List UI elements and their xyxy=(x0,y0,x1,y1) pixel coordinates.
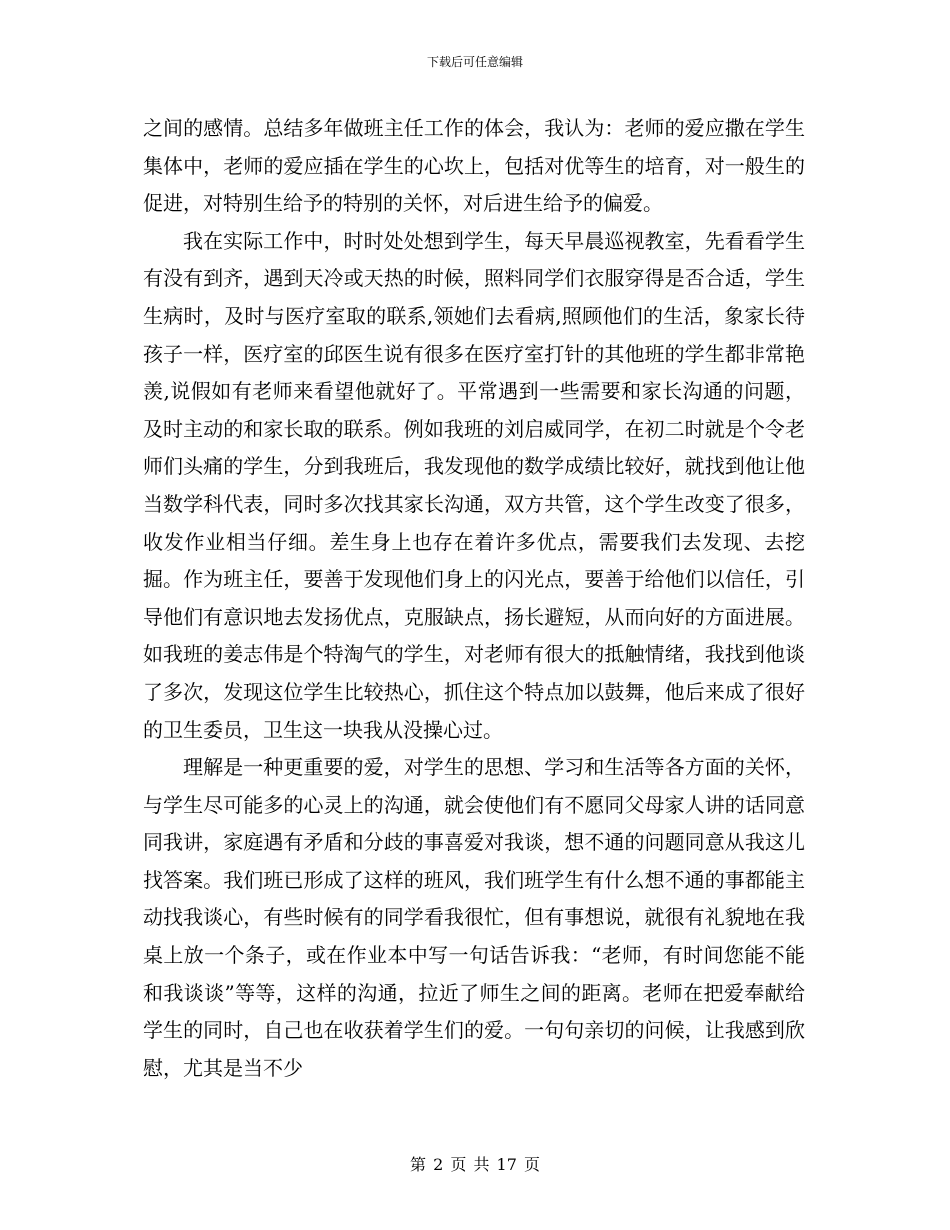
paragraph-2: 我在实际工作中，时时处处想到学生，每天早晨巡视教室，先看看学生有没有到齐，遇到天冷或天热的时候，照料同学们衣服穿得是否合适，学生生病时，及时与医疗室取的联系,领她们去看病,照顾他们的生活，象家长待孩子一样，医疗室的邱医生说有很多在医疗室打针的其他班的学生都非常艳羡,说假如有老师来看望他就好了。平常遇到一些需要和家长沟通的问题，及时主动的和家长取的联系。例如我班的刘启威同学，在初二时就是个令老师们头痛的学生，分到我班后，我发现他的数学成绩比较好，就找到他让他当数学科代表，同时多次找其家长沟通，双方共管，这个学生改变了很多，收发作业相当仔细。差生身上也存在着许多优点，需要我们去发现、去挖掘。作为班主任，要善于发现他们身上的闪光点，要善于给他们以信任，引导他们有意识地去发扬优点，克服缺点，扬长避短，从而向好的方面进展。如我班的姜志伟是个特淘气的学生，对老师有很大的抵触情绪，我找到他谈了多次，发现这位学生比较热心，抓住这个特点加以鼓舞，他后来成了很好的卫生委员，卫生这一块我从没操心过。 xyxy=(143,228,805,742)
document-body xyxy=(143,110,805,1087)
paragraph-3: 理解是一种更重要的爱，对学生的思想、学习和生活等各方面的关怀，与学生尽可能多的心灵上的沟通，就会使他们有不愿同父母家人讲的话同意同我讲，家庭遇有矛盾和分歧的事喜爱对我谈，想不通的问题同意从我这儿找答案。我们班已形成了这样的班风，我们班学生有什么想不通的事都能主动找我谈心，有些时候有的同学看我很忙，但有事想说，就很有礼貌地在我桌上放一个条子，或在作业本中写一句话告诉我：“老师，有时间您能不能和我谈谈”等等，这样的沟通，拉近了师生之间的距离。老师在把爱奉献给学生的同时，自己也在收获着学生们的爱。一句句亲切的问候，让我感到欣慰，尤其是当不少 xyxy=(143,755,805,1080)
page-header: 下载后可任意编辑 xyxy=(426,55,523,69)
paragraph-1: 之间的感情。总结多年做班主任工作的体会，我认为：老师的爱应撒在学生集体中，老师的爱应插在学生的心坎上，包括对优等生的培育，对一般生的促进，对特别生给予的特别的关怀，对后进生给予的偏爱。 xyxy=(143,116,805,216)
page-number: 第 2 页 共 17 页 xyxy=(410,1155,540,1174)
